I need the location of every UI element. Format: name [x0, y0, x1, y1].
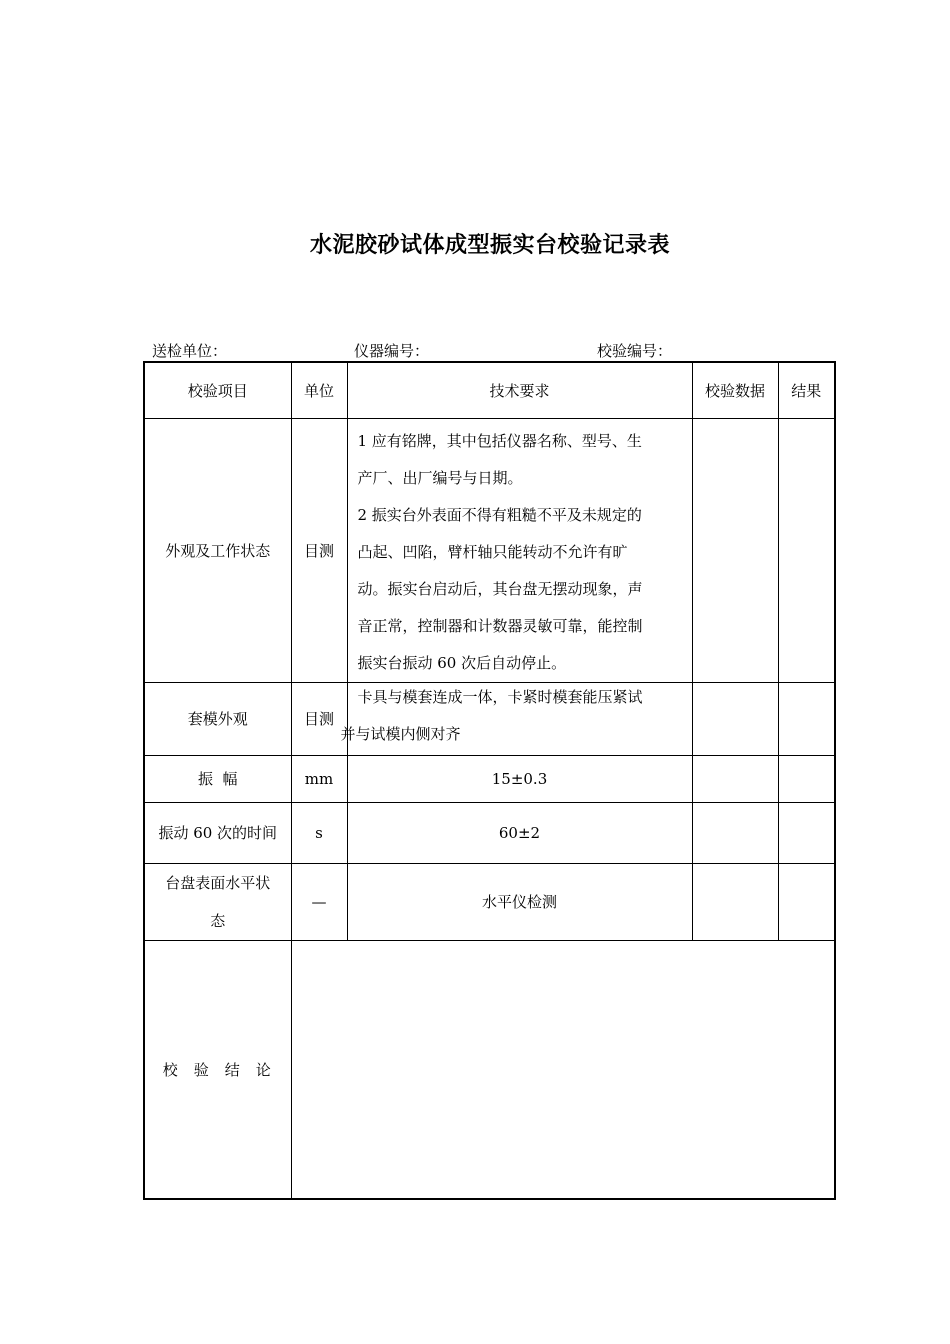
header-data: 校验数据 [692, 362, 778, 418]
instrument-no-label: 仪器编号： [354, 342, 430, 360]
item-appearance: 外观及工作状态 [144, 418, 291, 682]
data-appearance-cell[interactable] [692, 418, 778, 682]
item-conclusion: 校验结论 [144, 940, 291, 1199]
table-header-row [144, 362, 835, 418]
result-mold-sleeve-cell[interactable] [778, 682, 835, 755]
requirement-line: 音正常，控制器和计数器灵敏可靠，能控制 [357, 616, 643, 635]
item-level-line2: 态 [210, 911, 226, 930]
table-row-appearance [144, 418, 835, 682]
table-row-level [144, 863, 835, 940]
requirement-line: 2 振实台外表面不得有粗糙不平及未规定的 [357, 505, 642, 524]
data-level-cell[interactable] [692, 863, 778, 940]
table-row-time60 [144, 802, 835, 863]
table-row-amplitude [144, 755, 835, 802]
result-appearance-cell[interactable] [778, 418, 835, 682]
result-amplitude-cell[interactable] [778, 755, 835, 802]
requirement-amplitude: 15±0.3 [347, 755, 692, 802]
conclusion-content-cell[interactable] [291, 940, 835, 1199]
calibration-no-label: 校验编号： [597, 342, 673, 360]
requirement-level: 水平仪检测 [347, 863, 692, 940]
data-amplitude-cell[interactable] [692, 755, 778, 802]
page-title: 水泥胶砂试体成型振实台校验记录表 [309, 232, 670, 258]
header-result: 结果 [778, 362, 835, 418]
item-time60: 振动 60 次的时间 [144, 802, 291, 863]
requirement-time60: 60±2 [347, 802, 692, 863]
requirement-appearance [347, 418, 692, 682]
unit-time60: s [291, 802, 347, 863]
requirement-line: 振实台振动 60 次后自动停止。 [357, 653, 567, 672]
requirement-line: 凸起、凹陷，臂杆轴只能转动不允许有旷 [357, 542, 628, 561]
header-requirement: 技术要求 [347, 362, 692, 418]
item-amplitude: 振 幅 [144, 755, 291, 802]
item-mold-sleeve: 套模外观 [144, 682, 291, 755]
requirement-line: 1 应有铭牌，其中包括仪器名称、型号、生 [357, 431, 642, 450]
requirement-mold-sleeve [340, 682, 692, 755]
result-level-cell[interactable] [778, 863, 835, 940]
requirement-line: 动。振实台启动后，其台盘无摆动现象，声 [357, 579, 643, 598]
submit-unit-label: 送检单位： [152, 342, 228, 360]
calibration-record-table [143, 361, 836, 1200]
requirement-mold-line2: 并与试模内侧对齐 [340, 724, 461, 743]
unit-amplitude: mm [291, 755, 347, 802]
result-time60-cell[interactable] [778, 802, 835, 863]
unit-mold-sleeve: 目测 [291, 682, 347, 755]
unit-level: — [291, 863, 347, 940]
table-row-mold-sleeve [144, 682, 835, 755]
item-level [144, 863, 291, 940]
data-mold-sleeve-cell[interactable] [692, 682, 778, 755]
requirement-line: 产厂、出厂编号与日期。 [357, 468, 523, 487]
header-unit: 单位 [291, 362, 347, 418]
unit-appearance: 目测 [291, 418, 347, 682]
requirement-mold-line1: 卡具与模套连成一体，卡紧时模套能压紧试 [357, 687, 643, 706]
item-level-line1: 台盘表面水平状 [165, 873, 271, 892]
table-row-conclusion [144, 940, 835, 1199]
header-item: 校验项目 [144, 362, 291, 418]
data-time60-cell[interactable] [692, 802, 778, 863]
